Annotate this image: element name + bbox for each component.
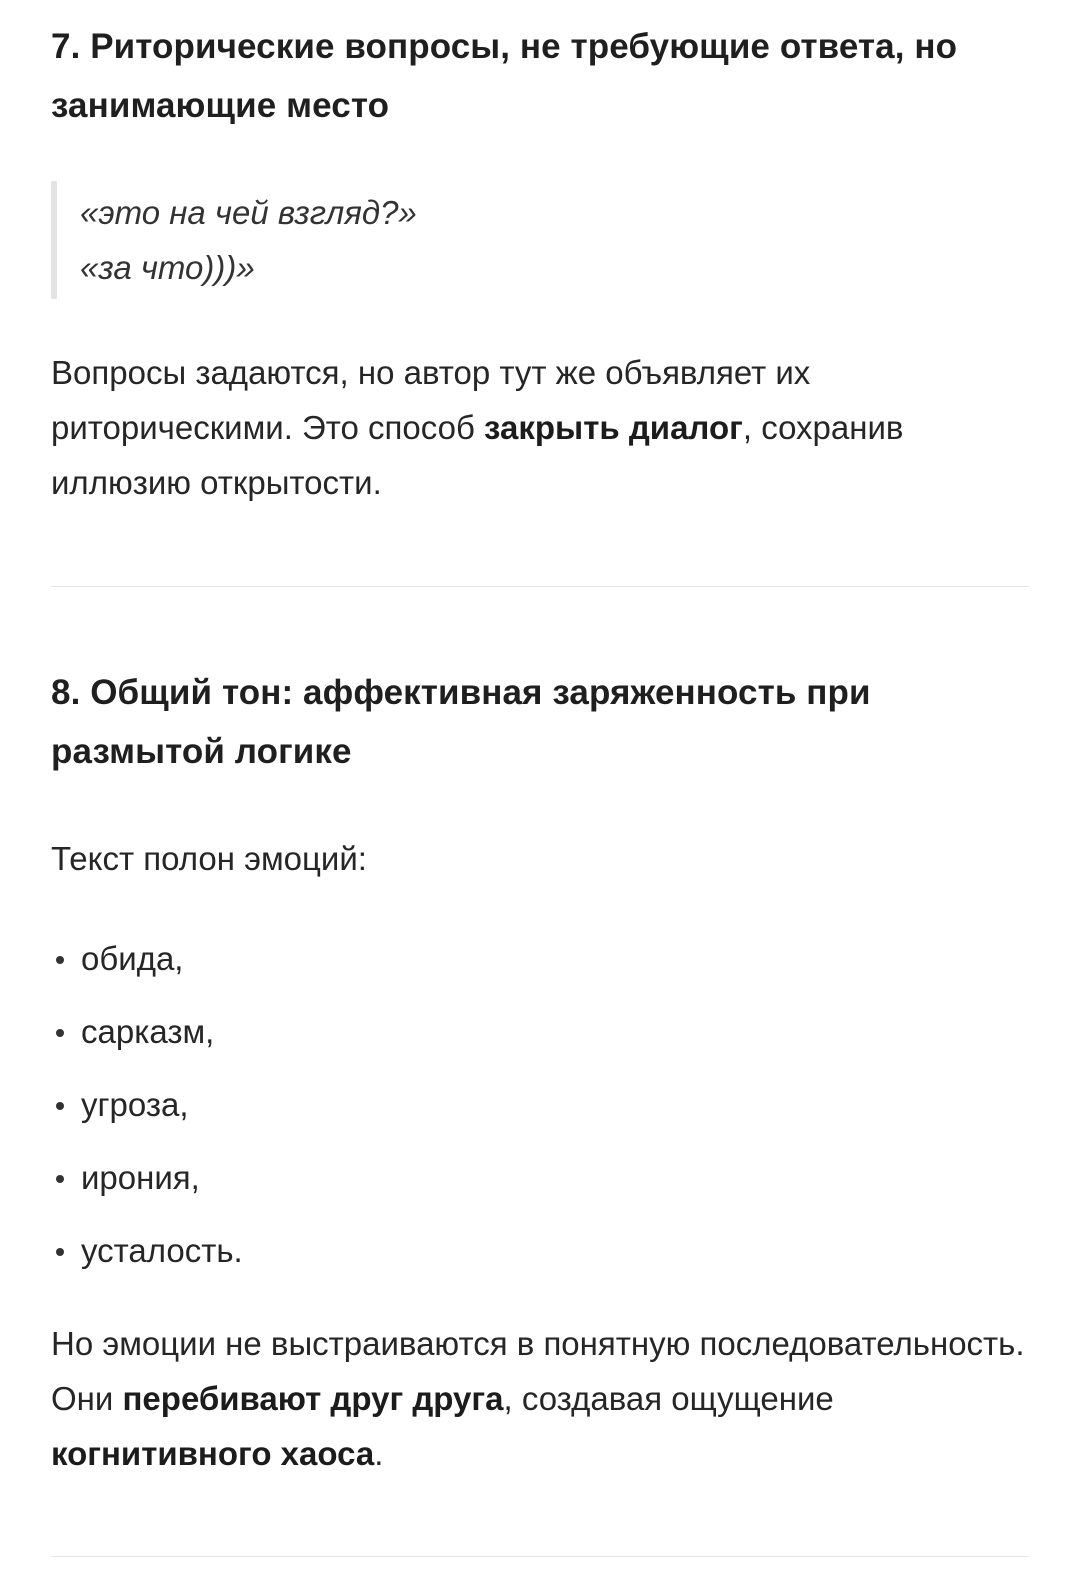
article [51, 0, 1029, 1557]
bold-phrase-interrupt: перебивают друг друга [122, 1380, 504, 1417]
bullet-icon [56, 1029, 64, 1037]
emotion-list [51, 931, 1029, 1278]
quote-line-1: «это на чей взгляд?» [80, 194, 417, 231]
list-item [51, 1004, 1029, 1059]
list-item-text: ирония, [81, 1159, 200, 1196]
section-8-heading: 8. Общий тон: аффективная заряженность при размытой логике [51, 673, 871, 771]
bullet-icon [56, 1248, 64, 1256]
bold-phrase-close-dialog: закрыть диалог [484, 409, 743, 446]
paragraph-text: Вопросы задаются, но автор тут же объявляет их риторическими. Это способ [51, 354, 811, 446]
paragraph-text: Но эмоции не выстраиваются в понятную последовательность. Они [51, 1325, 1025, 1417]
list-item [51, 931, 1029, 986]
section-8-intro: Текст полон эмоций: [51, 840, 367, 877]
list-item [51, 1150, 1029, 1205]
list-item-text: обида, [81, 940, 184, 977]
quote-line-2: «за что)))» [80, 249, 255, 286]
paragraph-text: , создавая ощущение [503, 1380, 834, 1417]
section-7-paragraph [51, 345, 1029, 510]
list-item-text: сарказм, [81, 1013, 215, 1050]
section-8-paragraph [51, 1316, 1029, 1481]
list-item [51, 1077, 1029, 1132]
quote-block [51, 181, 1029, 299]
list-item [51, 1223, 1029, 1278]
bold-phrase-cognitive-chaos: когнитивного хаоса [51, 1435, 375, 1472]
bullet-icon [56, 1102, 64, 1110]
paragraph-text: . [374, 1435, 384, 1472]
section-divider [51, 1556, 1029, 1557]
list-item-text: угроза, [81, 1086, 189, 1123]
section-divider [51, 586, 1029, 587]
bullet-icon [56, 956, 64, 964]
bullet-icon [56, 1175, 64, 1183]
paragraph-text: , сохранив иллюзию открытости. [51, 409, 904, 501]
list-item-text: усталость. [81, 1232, 243, 1269]
section-7-heading: 7. Риторические вопросы, не требующие ответа, но занимающие место [51, 27, 958, 125]
